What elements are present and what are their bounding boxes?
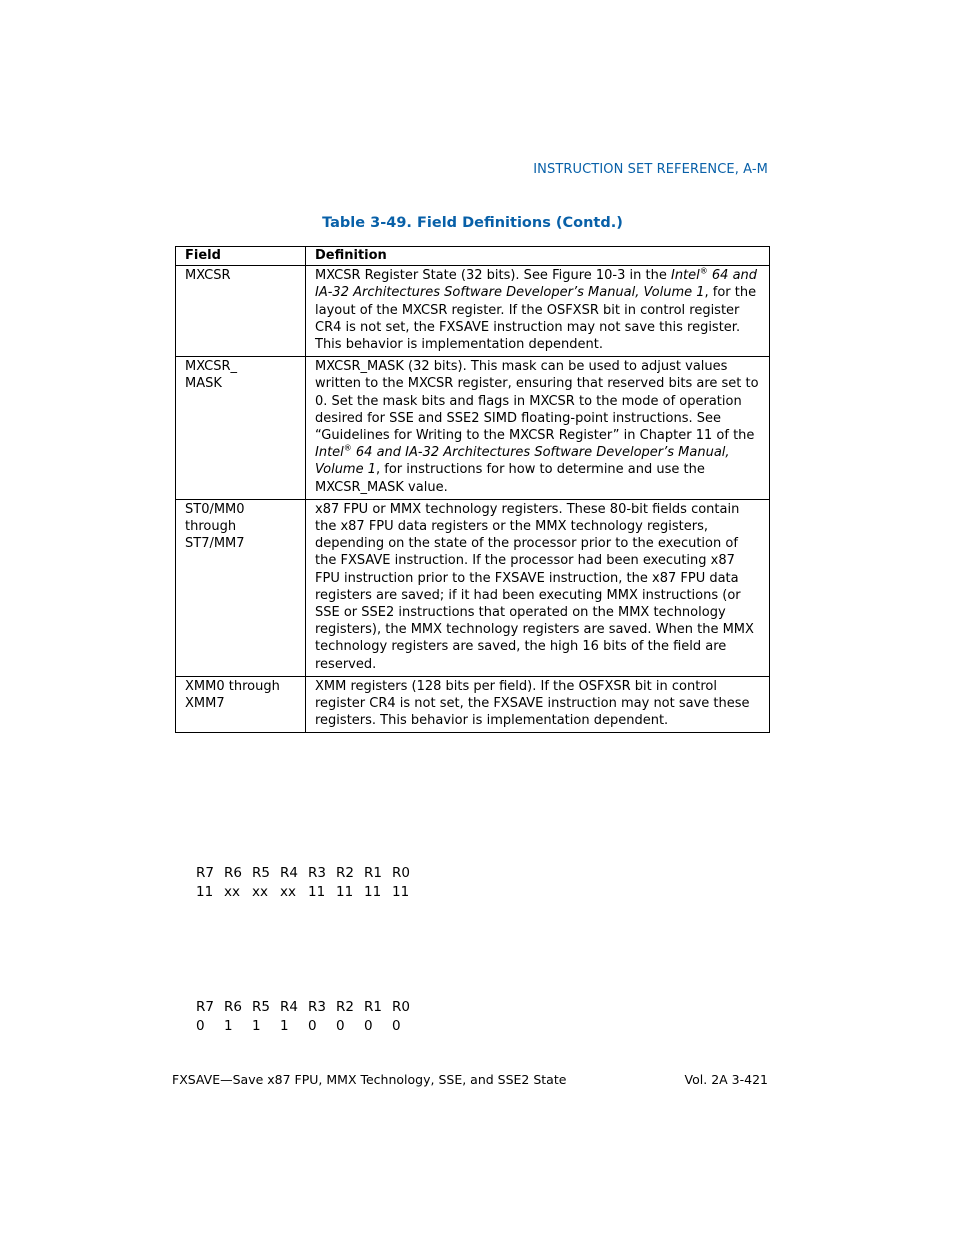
register-label: R5 bbox=[252, 999, 270, 1015]
definition-text: ® bbox=[699, 266, 708, 276]
definition-text: x87 FPU or MMX technology registers. These 80-bit fields contain the x87 FPU data registers or the MMX technology registers, depending on the state of the processor prior to the execution of the FXSAVE instruction. If the processor had been executing x87 FPU instruction prior to the FXSAVE instruction, the x87 FPU data registers are saved; if it had been executing MMX instructions (or SSE or SSE2 instructions that operated on the MMX technology registers), the MMX technology registers are saved. When the MMX technology registers are saved, the high 16 bits of the field are reserved. bbox=[315, 501, 754, 672]
register-value: 0 bbox=[364, 1017, 373, 1034]
field-name-cell bbox=[176, 357, 306, 500]
field-name-line: MXCSR_ bbox=[185, 359, 238, 375]
register-label: R7 bbox=[196, 865, 214, 881]
footer-section-title: FXSAVE—Save x87 FPU, MMX Technology, SSE, and SSE2 State bbox=[172, 1072, 567, 1087]
register-label: R4 bbox=[280, 865, 298, 881]
register-value: 0 bbox=[308, 1017, 317, 1034]
register-label: R1 bbox=[364, 865, 382, 881]
definition-cell bbox=[306, 266, 770, 357]
definition-cell bbox=[306, 676, 770, 733]
register-values-row bbox=[196, 1017, 420, 1036]
register-value: 11 bbox=[392, 883, 410, 900]
register-labels-row bbox=[196, 864, 420, 883]
field-definitions-table bbox=[175, 246, 770, 733]
register-label: R2 bbox=[336, 999, 354, 1015]
running-header: INSTRUCTION SET REFERENCE, A-M bbox=[533, 162, 768, 177]
register-value: 11 bbox=[196, 883, 214, 900]
table-title: Table 3-49. Field Definitions (Contd.) bbox=[322, 215, 623, 231]
definition-text: Intel bbox=[315, 445, 344, 461]
register-label: R6 bbox=[224, 999, 242, 1015]
field-name-line: XMM7 bbox=[185, 696, 225, 712]
register-label: R3 bbox=[308, 999, 326, 1015]
definition-text: ® bbox=[343, 443, 352, 453]
table-row bbox=[176, 676, 770, 733]
field-name-line: MXCSR bbox=[185, 268, 231, 284]
field-name-cell bbox=[176, 499, 306, 676]
register-value: xx bbox=[224, 883, 240, 900]
definition-text: MXCSR_MASK (32 bits). This mask can be used to adjust values written to the MXCSR register, ensuring that reserved bits are set to 0. Set the mask bits and flags in MXCSR to the mode of operation desired for SSE and SSE2 SIMD floating-point instructions. See “Guidelines for Writing to the MXCSR Register” in Chapter 11 of the bbox=[315, 359, 759, 444]
register-value: xx bbox=[252, 883, 268, 900]
register-label: R3 bbox=[308, 865, 326, 881]
definition-text: Intel bbox=[670, 268, 700, 284]
register-label: R1 bbox=[364, 999, 382, 1015]
register-value: 11 bbox=[308, 883, 326, 900]
definition-text: 64 and IA-32 Architectures Software Developer’s Manual, Volume 1 bbox=[315, 268, 758, 301]
definition-text: 64 and IA-32 Architectures Software Developer’s Manual, Volume 1 bbox=[315, 445, 730, 478]
field-name-line: ST0/MM0 through bbox=[185, 501, 245, 535]
register-value: 0 bbox=[196, 1017, 205, 1034]
definition-text: XMM registers (128 bits per field). If the OSFXSR bit in control register CR4 is not set, the FXSAVE instruction may not save these registers. This behavior is implementation dependent. bbox=[315, 678, 750, 729]
register-label: R0 bbox=[392, 865, 410, 881]
register-label: R2 bbox=[336, 865, 354, 881]
register-labels-row bbox=[196, 998, 420, 1017]
column-header-field: Field bbox=[176, 247, 306, 266]
register-label: R4 bbox=[280, 999, 298, 1015]
field-name-line: ST7/MM7 bbox=[185, 536, 245, 552]
field-name-cell bbox=[176, 266, 306, 357]
table-body bbox=[176, 266, 770, 733]
register-value: 11 bbox=[364, 883, 382, 900]
table-row bbox=[176, 499, 770, 676]
field-name-line: MASK bbox=[185, 376, 222, 392]
table-row bbox=[176, 266, 770, 357]
register-example-1 bbox=[196, 864, 420, 901]
footer-page-number: Vol. 2A 3-421 bbox=[684, 1072, 768, 1087]
register-value: 1 bbox=[252, 1017, 261, 1034]
register-example-2 bbox=[196, 998, 420, 1035]
definition-cell bbox=[306, 357, 770, 500]
field-name-line: XMM0 through bbox=[185, 678, 280, 694]
register-value: 1 bbox=[280, 1017, 289, 1034]
definition-text: , for instructions for how to determine and use the MXCSR_MASK value. bbox=[315, 462, 705, 495]
register-label: R6 bbox=[224, 865, 242, 881]
register-value: 0 bbox=[336, 1017, 345, 1034]
field-name-cell bbox=[176, 676, 306, 733]
definition-text: MXCSR Register State (32 bits). See Figure 10-3 in the bbox=[315, 268, 671, 284]
definition-cell bbox=[306, 499, 770, 676]
register-value: xx bbox=[280, 883, 296, 900]
column-header-definition: Definition bbox=[306, 247, 770, 266]
register-value: 1 bbox=[224, 1017, 233, 1034]
table-row bbox=[176, 357, 770, 500]
register-value: 0 bbox=[392, 1017, 401, 1034]
definition-text: , for the layout of the MXCSR register. If the OSFXSR bit in control register CR4 is not set, the FXSAVE instruction may not save this register. This behavior is implementation dependent. bbox=[315, 285, 757, 353]
table-header-row bbox=[176, 247, 770, 266]
register-label: R0 bbox=[392, 999, 410, 1015]
register-value: 11 bbox=[336, 883, 354, 900]
register-values-row bbox=[196, 883, 420, 902]
register-label: R5 bbox=[252, 865, 270, 881]
register-label: R7 bbox=[196, 999, 214, 1015]
